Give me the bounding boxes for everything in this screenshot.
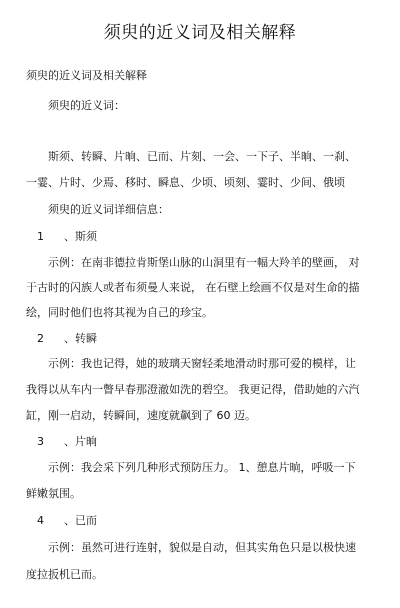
entry-example-line: 示例：虽然可进行连射，貌似是自动，但其实角色只是以极快速 [48,541,356,554]
entry-example-line: 鲜嫩氛围。 [26,487,81,500]
entry-number: 2 [37,332,44,345]
synonyms-list-line-1: 斯须、转瞬、片晌、已而、片刻、一会、一下子、半晌、一刹、 [48,150,356,163]
entry-number: 3 [37,435,44,448]
document-title: 须臾的近义词及相关解释 [103,23,297,43]
entry-example-line: 我得以从车内一瞥早春那澄澈如洗的碧空。 我更记得，借助她的六汽 [26,383,360,396]
entry-example-line: 示例：我也记得，她的玻璃天窗轻柔地滑动时那可爱的模样，让 [48,357,356,370]
entry-example-line: 缸，刚一启动，转瞬间，速度就飙到了 60 迈。 [26,409,256,422]
synonyms-heading: 须臾的近义词： [48,99,125,112]
entry-word: 、已而 [64,514,97,527]
entry-number: 4 [37,514,44,527]
entry-example-line: 绘，同时他们也将其视为自己的珍宝。 [26,306,213,319]
entry-word: 、转瞬 [64,332,97,345]
section-subtitle: 须臾的近义词及相关解释 [26,69,147,82]
entry-number: 1 [37,230,44,243]
entry-example-line: 度拉扳机已而。 [26,568,103,581]
details-heading: 须臾的近义词详细信息： [48,203,169,216]
entry-example-line: 示例：在南非德拉肯斯堡山脉的山洞里有一幅大羚羊的壁画， 对 [48,256,360,269]
entry-word: 、斯须 [64,230,97,243]
entry-example-line: 于古时的闪族人或者布须曼人来说， 在石壁上绘画不仅是对生命的描 [26,281,360,294]
entry-example-line: 示例：我会采下列几种形式预防压力。 1、憩息片晌，呼吸一下 [48,461,356,474]
synonyms-list-line-2: 一霎、片时、少焉、移时、瞬息、少顷、顷刻、霎时、少间、俄顷 [26,176,345,189]
entry-word: 、片晌 [64,435,97,448]
